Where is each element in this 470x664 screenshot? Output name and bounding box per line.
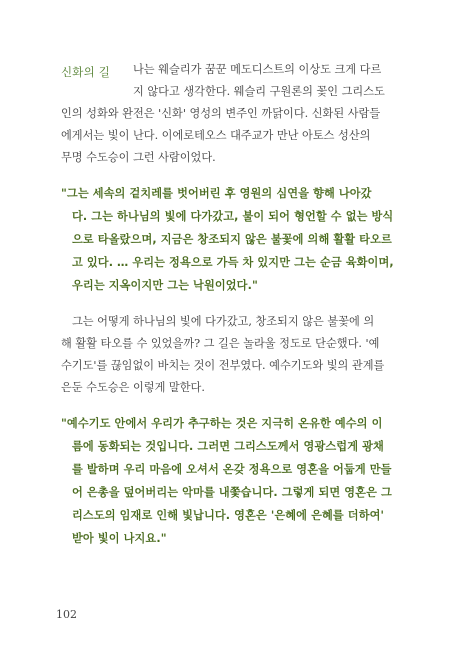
quote-line: 으로 타올랐으며, 지금은 창조되지 않은 불꽃에 의해 활활 타오르 bbox=[72, 233, 392, 246]
quote-line: 를 발하며 우리 마음에 오셔서 온갖 정욕으로 영혼을 어둡게 만들 bbox=[72, 463, 392, 476]
quote-line: 름에 동화되는 것입니다. 그러면 그리스도께서 영광스럽게 광채 bbox=[72, 440, 384, 453]
quote-line: 우리는 지옥이지만 그는 낙원이었다." bbox=[72, 279, 258, 292]
quote-line: 받아 빛이 나지요." bbox=[72, 532, 167, 545]
quote-line: 리스도의 임재로 인해 빛납니다. 영혼은 '은혜에 은혜를 더하여' bbox=[72, 509, 385, 522]
section-title: 신화의 길 bbox=[61, 65, 111, 79]
quote-line: "예수기도 안에서 우리가 추구하는 것은 지극히 온유한 예수의 이 bbox=[61, 417, 383, 430]
quote-line: "그는 세속의 겉치레를 벗어버린 후 영원의 심연을 향해 나아갔 bbox=[61, 187, 372, 200]
text-line: 나는 웨슬리가 꿈꾼 메도디스트의 이상도 크게 다르 bbox=[133, 63, 382, 76]
quote-line: 고 있다. … 우리는 정욕으로 가득 차 있지만 그는 순금 육화이며, bbox=[72, 256, 394, 269]
text-line: 무명 수도승이 그런 사람이었다. bbox=[61, 151, 216, 164]
page-number: 102 bbox=[56, 608, 77, 621]
text-line: 은둔 수도승은 이렇게 말한다. bbox=[61, 381, 205, 394]
text-line: 에게서는 빛이 난다. 이에로테오스 대주교가 만난 아토스 성산의 bbox=[61, 129, 371, 142]
text-line: 지 않다고 생각한다. 웨슬리 구원론의 꽃인 그리스도 bbox=[133, 85, 385, 98]
quote-line: 어 은총을 덮어버리는 악마를 내쫓습니다. 그렇게 되면 영혼은 그 bbox=[72, 486, 392, 499]
quote-line: 다. 그는 하나님의 빛에 다가갔고, 불이 되어 형언할 수 없는 방식 bbox=[72, 210, 394, 223]
text-line: 수기도'를 끊임없이 바치는 것이 전부였다. 예수기도와 빛의 관계를 bbox=[61, 359, 385, 372]
text-line: 그는 어떻게 하나님의 빛에 다가갔고, 창조되지 않은 불꽃에 의 bbox=[72, 315, 375, 328]
text-line: 해 활활 타오를 수 있었을까? 그 길은 놀라울 정도로 단순했다. '예 bbox=[61, 337, 380, 350]
text-line: 인의 성화와 완전은 '신화' 영성의 변주인 까닭이다. 신화된 사람들 bbox=[61, 107, 381, 120]
